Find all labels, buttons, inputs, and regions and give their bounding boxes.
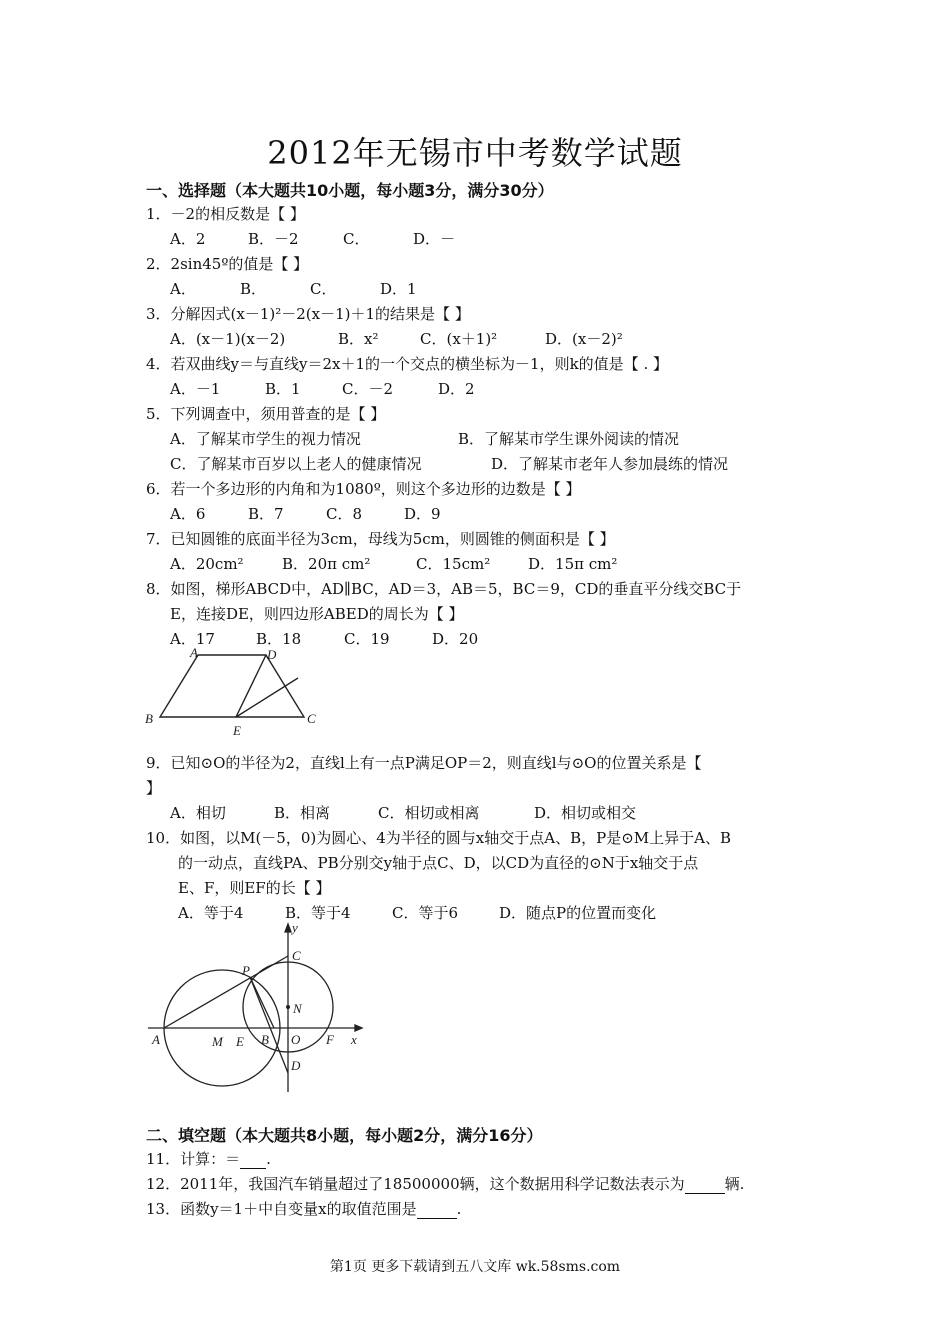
- label-d: D: [291, 1058, 301, 1073]
- option-d: D．9: [404, 505, 441, 523]
- option-c: C．相切或相离: [378, 804, 480, 822]
- option-c: C．(x＋1)²: [420, 330, 498, 348]
- label-a: A: [152, 1032, 160, 1047]
- option-d: D．2: [438, 380, 475, 398]
- trapezoid-figure: [140, 645, 330, 740]
- question-1: 1．－2的相反数是【 】: [146, 205, 305, 223]
- label-a: A: [190, 645, 198, 660]
- page-title: 2012年无锡市中考数学试题: [267, 134, 683, 172]
- question-11: [146, 1148, 271, 1169]
- question-8-line-2: E，连接DE，则四边形ABED的周长为【 】: [170, 605, 464, 623]
- question-3-options: [170, 328, 623, 349]
- question-9-line-1: 9．已知⊙O的半径为2，直线l上有一点P满足OP＝2，则直线l与⊙O的位置关系是【: [146, 754, 702, 772]
- question-6-options: [170, 503, 441, 524]
- label-e: E: [233, 723, 241, 738]
- question-8-line-1: 8．如图，梯形ABCD中，AD∥BC，AD＝3，AB＝5，BC＝9，CD的垂直平分线交BC于: [146, 580, 742, 598]
- option-d: D．了解某市老年人参加晨练的情况: [491, 455, 729, 473]
- option-c: C．等于6: [392, 904, 459, 922]
- answer-blank: [417, 1200, 457, 1219]
- question-7: 7．已知圆锥的底面半径为3cm，母线为5cm，则圆锥的侧面积是【 】: [146, 530, 615, 548]
- option-b: B．20π cm²: [282, 555, 371, 573]
- label-b: B: [145, 711, 153, 726]
- section-heading-fill-in: 二、填空题（本大题共8小题，每小题2分，满分16分）: [146, 1126, 543, 1145]
- option-a: A．－1: [170, 380, 221, 398]
- answer-blank: [685, 1175, 725, 1194]
- question-3: 3．分解因式(x－1)²－2(x－1)＋1的结果是【 】: [146, 305, 470, 323]
- answer-blank: [240, 1150, 266, 1169]
- option-b: B．了解某市学生课外阅读的情况: [458, 430, 680, 448]
- question-2-options: [170, 278, 417, 299]
- question-12-end: 辆.: [724, 1175, 745, 1193]
- option-b: B．18: [256, 630, 302, 648]
- label-p: P: [242, 963, 250, 978]
- option-c: C．: [310, 280, 337, 298]
- question-10-line-3: E、F，则EF的长【 】: [178, 879, 331, 897]
- option-c: C．－2: [342, 380, 394, 398]
- option-b: B．相离: [274, 804, 331, 822]
- label-n: N: [293, 1001, 302, 1016]
- question-13-text: 13．函数y＝1＋中自变量x的取值范围是: [146, 1200, 417, 1218]
- question-13-end: .: [456, 1200, 462, 1218]
- option-a: A．17: [170, 630, 215, 648]
- option-a: A．等于4: [178, 904, 244, 922]
- question-4: 4．若双曲线y＝与直线y＝2x＋1的一个交点的横坐标为－1，则k的值是【 . 】: [146, 355, 668, 373]
- page-footer: 第1页 更多下载请到五八文库 wk.58sms.com: [329, 1259, 621, 1275]
- label-x: x: [351, 1032, 357, 1047]
- question-7-options: [170, 553, 617, 574]
- option-d: D．相切或相交: [534, 804, 637, 822]
- option-d: D．随点P的位置而变化: [499, 904, 657, 922]
- question-5-options-row1: [170, 428, 679, 449]
- question-1-options: [170, 228, 455, 249]
- question-9-line-2: 】: [146, 779, 162, 797]
- question-10-line-1: 10．如图，以M(－5，0)为圆心、4为半径的圆与x轴交于点A、B，P是⊙M上异于A、B: [146, 829, 731, 847]
- option-d: D．20: [432, 630, 479, 648]
- question-12: [146, 1173, 744, 1194]
- option-c: C．15cm²: [416, 555, 491, 573]
- question-11-text: 11．计算：＝: [146, 1150, 241, 1168]
- option-b: B．: [240, 280, 267, 298]
- question-6: 6．若一个多边形的内角和为1080º，则这个多边形的边数是【 】: [146, 480, 581, 498]
- label-d: D: [267, 647, 277, 662]
- label-o: O: [291, 1032, 301, 1047]
- option-b: B．x²: [338, 330, 379, 348]
- option-a: A．6: [170, 505, 206, 523]
- option-a: A．2: [170, 230, 206, 248]
- question-11-end: .: [266, 1150, 271, 1168]
- label-e: E: [236, 1034, 244, 1049]
- label-m: M: [212, 1034, 223, 1049]
- option-d: D．1: [380, 280, 417, 298]
- option-b: B．－2: [248, 230, 299, 248]
- option-b: B．7: [248, 505, 284, 523]
- question-4-options: [170, 378, 475, 399]
- circles-figure: [140, 920, 370, 1095]
- option-d: D．(x－2)²: [545, 330, 623, 348]
- option-d: D．－: [413, 230, 456, 248]
- section-heading-choice: 一、选择题（本大题共10小题，每小题3分，满分30分）: [146, 181, 554, 200]
- option-c: C．了解某市百岁以上老人的健康情况: [170, 455, 422, 473]
- option-c: C．8: [326, 505, 363, 523]
- option-a: A．(x－1)(x－2): [170, 330, 286, 348]
- label-c: C: [307, 711, 316, 726]
- question-5-options-row2: [170, 453, 728, 474]
- option-b: B．1: [265, 380, 301, 398]
- option-a: A．20cm²: [170, 555, 244, 573]
- option-a: A．了解某市学生的视力情况: [170, 430, 361, 448]
- label-b: B: [261, 1032, 269, 1047]
- option-d: D．15π cm²: [528, 555, 618, 573]
- option-a: A．相切: [170, 804, 226, 822]
- question-12-text: 12．2011年，我国汽车销量超过了18500000辆，这个数据用科学记数法表示为: [146, 1175, 685, 1193]
- label-y: y: [292, 920, 298, 935]
- question-2: 2．2sin45º的值是【 】: [146, 255, 309, 273]
- label-f: F: [326, 1032, 334, 1047]
- option-c: C．: [343, 230, 370, 248]
- question-10-line-2: 的一动点，直线PA、PB分别交y轴于点C、D，以CD为直径的⊙N于x轴交于点: [178, 854, 699, 872]
- option-c: C．19: [344, 630, 390, 648]
- option-a: A．: [170, 280, 196, 298]
- question-9-options: [170, 802, 636, 823]
- label-c: C: [292, 948, 301, 963]
- question-13: [146, 1198, 461, 1219]
- question-5: 5．下列调查中，须用普查的是【 】: [146, 405, 386, 423]
- option-b: B．等于4: [285, 904, 351, 922]
